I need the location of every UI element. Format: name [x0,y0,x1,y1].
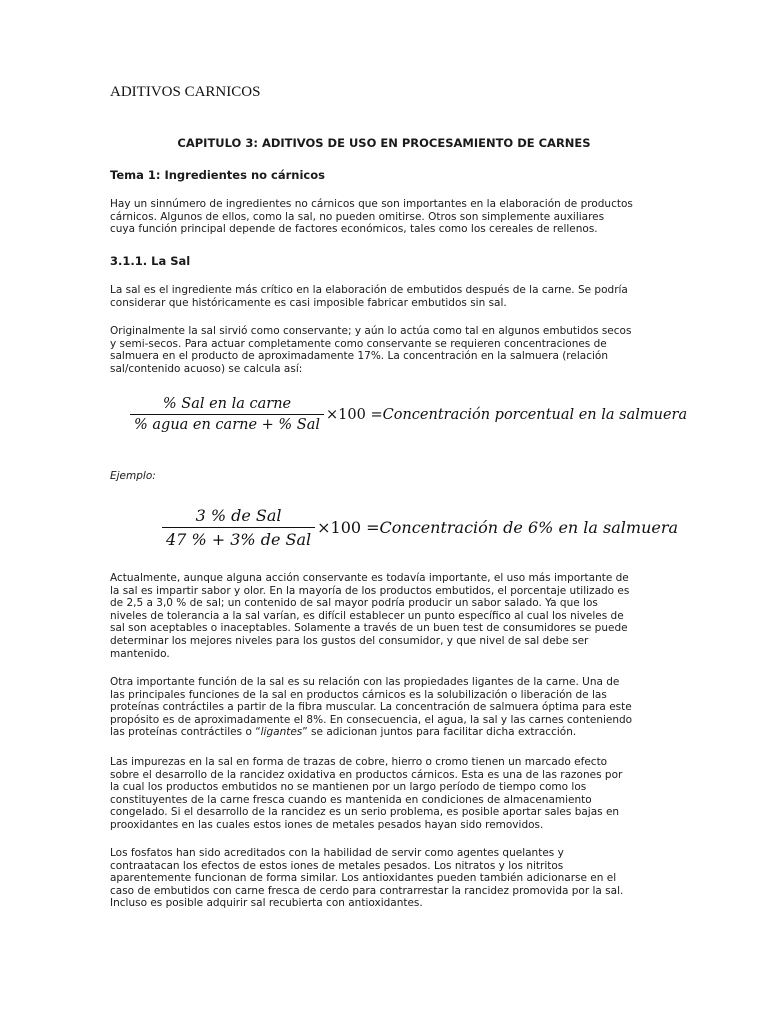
paragraph-1: La sal es el ingrediente más crítico en la elaboración de embutidos después de la carne. Se podría considerar que históricamente es casi imposible fabricar embutidos sin sal. [110,284,628,309]
paragraph-5: Las impurezas en la sal en forma de trazas de cobre, hierro o cromo tienen un marcado efecto sobre el desarrollo de la rancidez oxidativa en productos cárnicos. Esta es una de las razones por la cual los productos embutidos no se mantienen por un largo período de tiempo como los constituyentes de la carne fresca cuando es mantenida en condiciones de almacenamiento congelado. Si el desarrollo de la rancidez es un serio problema, es posible aportar sales bajas en prooxidantes en las cuales estos iones de metales pesados hayan sido removidos. [110,756,623,831]
intro-paragraph: Hay un sinnúmero de ingredientes no cárnicos que son importantes en la elaboración de productos cárnicos. Algunos de ellos, como la sal, no pueden omitirse. Otros son simplemente auxiliares cuya función principal depende de factores económicos, tales como los cereales de rellenos. [110,198,633,236]
example-numerator: 3 % de Sal [195,506,282,525]
chapter-title: CAPITULO 3: ADITIVOS DE USO EN PROCESAMIENTO DE CARNES [177,136,591,150]
paragraph-6: Los fosfatos han sido acreditados con la habilidad de servir como agentes quelantes y contraatacan los efectos de estos iones de metales pesados. Los nitratos y los nitritos aparentemente funcionan de forma similar. Los antioxidantes pueden también adicionarse en el caso de embutidos con carne fresca de cerdo para contrarrestar la rancidez promovida por la sal. Incluso es posible adquirir sal recubierta con antioxidantes. [110,847,624,910]
formula-denominator: % agua en carne + % Sal [130,414,324,433]
example-denominator: 47 % + 3% de Sal [162,527,315,549]
paragraph-4-text: Otra importante función de la sal es su relación con las propiedades ligantes de la carne. Una de las principales funciones de la sal en productos cárnicos es la solubilización o liberación de las proteínas contráctiles a partir de la fibra muscular. La concentración de salmuera óptima para este propósito es de aproximadamente el 8%. En consecuencia, el agua, la sal y las carnes conteniendo las proteínas contráctiles o “ [110,676,633,739]
paragraph-3: Actualmente, aunque alguna acción conservante es todavía importante, el uso más importante de la sal es impartir sabor y olor. En la mayoría de los productos embutidos, el porcentaje utilizado es de 2,5 a 3,0 % de sal; un contenido de sal mayor podría producir un sabor salado. Ya que los niveles de tolerancia a la sal varían, es difícil establecer un punto específico al cual los niveles de sal son aceptables o inaceptables. Solamente a través de un buen test de consumidores se puede determinar los mejores niveles para los gustos del consumidor, y que nivel de sal debe ser mantenido. [110,572,630,660]
example-result: Concentración de 6% en la salmuera [379,518,679,537]
example-label: Ejemplo: [110,470,156,482]
section-title: 3.1.1. La Sal [110,254,191,268]
example-fraction [162,506,315,549]
formula-numerator: % Sal en la carne [162,396,292,412]
brine-fraction [130,396,324,433]
document-title: ADITIVOS CARNICOS [110,84,261,100]
topic-title: Tema 1: Ingredientes no cárnicos [110,168,325,182]
paragraph-4-end: ” se adicionan juntos para facilitar dicha extracción. [302,726,577,739]
formula-result: Concentración porcentual en la salmuera [382,406,688,423]
example-multiplier: ×100 = [317,518,380,537]
paragraph-4 [110,676,662,739]
example-formula [162,506,678,549]
brine-formula [130,396,687,433]
paragraph-2: Originalmente la sal sirvió como conservante; y aún lo actúa como tal en algunos embutidos secos y semi-secos. Para actuar completamente como conservante se requieren concentraciones de salmuera en el producto de aproximadamente 17%. La concentración en la salmuera (relación sal/contenido acuoso) se calcula así: [110,325,632,375]
ligantes-emphasis: ligantes [260,726,303,739]
formula-multiplier: ×100 = [326,406,383,423]
